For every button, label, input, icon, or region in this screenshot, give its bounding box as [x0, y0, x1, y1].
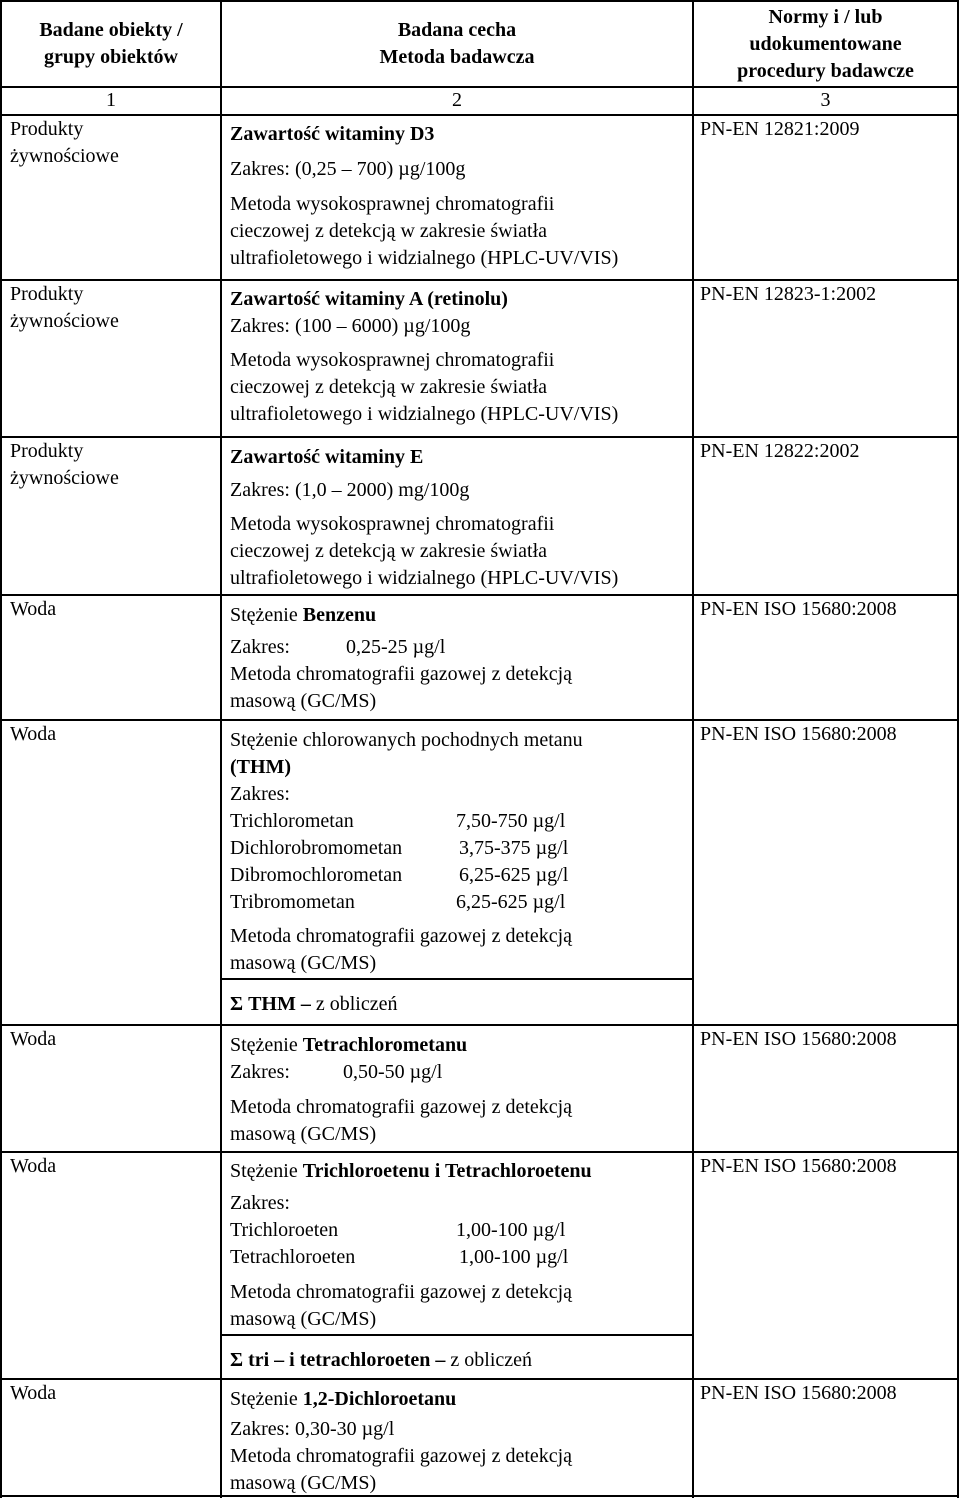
- method-line: Metoda chromatografii gazowej z detekcją: [230, 1096, 573, 1118]
- object-group: Woda: [10, 1028, 57, 1050]
- method-line: masową (GC/MS): [230, 1123, 377, 1145]
- concentration-label: Stężenie: [230, 1388, 298, 1410]
- concentration-label: Stężenie: [230, 1160, 298, 1182]
- object-group: Woda: [10, 598, 57, 620]
- column-divider-1: [220, 0, 222, 1498]
- sum-label: Σ tri – i tetrachloroeten –: [230, 1349, 446, 1371]
- feature-range: Zakres: (0,25 – 700) µg/100g: [230, 158, 466, 180]
- analyte-name: chlorowanych pochodnych metanu: [302, 729, 583, 751]
- norm-reference: PN-EN ISO 15680:2008: [700, 598, 897, 620]
- header-col2-line2: Metoda badawcza: [379, 46, 535, 68]
- object-group: Woda: [10, 723, 57, 745]
- method-line: ultrafioletowego i widzialnego (HPLC-UV/VIS): [230, 567, 619, 589]
- compound-range: 1,00-100 µg/l: [456, 1219, 566, 1241]
- header-col3-line2: udokumentowane: [749, 33, 902, 55]
- method-line: cieczowej z detekcją w zakresie światła: [230, 540, 548, 562]
- norm-reference: PN-EN ISO 15680:2008: [700, 723, 897, 745]
- concentration-label: Stężenie: [230, 1034, 298, 1056]
- method-line: masową (GC/MS): [230, 690, 377, 712]
- sum-calculation: [230, 1347, 532, 1374]
- feature-title: Zawartość witaminy A (retinolu): [230, 288, 508, 310]
- range-label: Zakres:: [230, 636, 290, 658]
- method-line: cieczowej z detekcją w zakresie światła: [230, 220, 548, 242]
- norm-reference: PN-EN ISO 15680:2008: [700, 1155, 897, 1177]
- analyte-name: Trichloroetenu i Tetrachloroetenu: [302, 1160, 592, 1182]
- header-col2-line1: Badana cecha: [397, 19, 517, 41]
- compound-name: Tetrachloroeten: [230, 1246, 356, 1268]
- analyte-name: 1,2-Dichloroetanu: [302, 1388, 457, 1410]
- range-label: Zakres:: [230, 1192, 290, 1214]
- feature-title: [230, 1032, 467, 1059]
- feature-title: [230, 1158, 592, 1185]
- analyte-name: Benzenu: [302, 604, 377, 626]
- object-group: Produkty: [10, 283, 84, 305]
- object-group: Produkty: [10, 440, 84, 462]
- method-line: Metoda chromatografii gazowej z detekcją: [230, 663, 573, 685]
- object-group: żywnościowe: [10, 145, 119, 167]
- method-line: masową (GC/MS): [230, 1308, 377, 1330]
- method-line: ultrafioletowego i widzialnego (HPLC-UV/VIS): [230, 247, 619, 269]
- object-group: żywnościowe: [10, 467, 119, 489]
- method-line: Metoda wysokosprawnej chromatografii: [230, 513, 555, 535]
- range-label: Zakres:: [230, 1061, 290, 1083]
- range-value: 0,50-50 µg/l: [343, 1061, 443, 1083]
- feature-range: Zakres: 0,30-30 µg/l: [230, 1418, 395, 1440]
- method-line: masową (GC/MS): [230, 952, 377, 974]
- method-line: masową (GC/MS): [230, 1472, 377, 1494]
- method-line: cieczowej z detekcją w zakresie światła: [230, 376, 548, 398]
- feature-title: Zawartość witaminy E: [230, 446, 424, 468]
- compound-name: Tribromometan: [230, 891, 355, 913]
- norm-reference: PN-EN ISO 15680:2008: [700, 1028, 897, 1050]
- header-col1-line2: grupy obiektów: [44, 46, 178, 68]
- compound-name: Dichlorobromometan: [230, 837, 403, 859]
- object-group: Woda: [10, 1382, 57, 1404]
- calculation-note: z obliczeń: [315, 993, 398, 1015]
- method-line: Metoda chromatografii gazowej z detekcją: [230, 1281, 573, 1303]
- object-group: żywnościowe: [10, 310, 119, 332]
- compound-name: Trichlorometan: [230, 810, 354, 832]
- range-value: 0,25-25 µg/l: [346, 636, 446, 658]
- compound-range: 6,25-625 µg/l: [459, 864, 569, 886]
- method-line: ultrafioletowego i widzialnego (HPLC-UV/VIS): [230, 403, 619, 425]
- header-col1-line1: Badane obiekty /: [39, 19, 183, 41]
- compound-range: 7,50-750 µg/l: [456, 810, 566, 832]
- method-line: Metoda chromatografii gazowej z detekcją: [230, 925, 573, 947]
- concentration-label: Stężenie: [230, 729, 298, 751]
- norm-reference: PN-EN 12821:2009: [700, 118, 860, 140]
- table-border-left: [0, 0, 2, 1498]
- column-number-3: 3: [820, 89, 831, 111]
- header-col3-line3: procedury badawcze: [737, 60, 914, 82]
- feature-title: [230, 1386, 456, 1413]
- feature-title: [230, 727, 583, 754]
- norm-reference: PN-EN ISO 15680:2008: [700, 1382, 897, 1404]
- norm-reference: PN-EN 12822:2002: [700, 440, 860, 462]
- analyte-abbrev: (THM): [230, 756, 292, 778]
- calculation-note: z obliczeń: [450, 1349, 533, 1371]
- compound-name: Trichloroeten: [230, 1219, 339, 1241]
- header-col3-line1: Normy i / lub: [768, 6, 883, 28]
- analyte-name: Tetrachlorometanu: [302, 1034, 468, 1056]
- compound-name: Dibromochlorometan: [230, 864, 403, 886]
- concentration-label: Stężenie: [230, 604, 298, 626]
- table-border-right: [957, 0, 959, 1498]
- compound-range: 1,00-100 µg/l: [459, 1246, 569, 1268]
- method-line: Metoda wysokosprawnej chromatografii: [230, 193, 555, 215]
- column-number-2: 2: [452, 89, 462, 111]
- norm-reference: PN-EN 12823-1:2002: [700, 283, 877, 305]
- compound-range: 6,25-625 µg/l: [456, 891, 566, 913]
- feature-title: [230, 602, 376, 629]
- range-label: Zakres:: [230, 783, 290, 805]
- feature-range: Zakres: (100 – 6000) µg/100g: [230, 315, 471, 337]
- sum-divider: [220, 978, 692, 980]
- feature-range: Zakres: (1,0 – 2000) mg/100g: [230, 479, 470, 501]
- object-group: Produkty: [10, 118, 84, 140]
- compound-range: 3,75-375 µg/l: [459, 837, 569, 859]
- sum-calculation: [230, 991, 397, 1018]
- column-number-1: 1: [106, 89, 116, 111]
- table-border-top: [0, 0, 959, 2]
- feature-title: Zawartość witaminy D3: [230, 123, 435, 145]
- table-border-bottom: [0, 1495, 959, 1497]
- method-line: Metoda wysokosprawnej chromatografii: [230, 349, 555, 371]
- column-divider-2: [692, 0, 694, 1498]
- method-line: Metoda chromatografii gazowej z detekcją: [230, 1445, 573, 1467]
- sum-label: Σ THM –: [230, 993, 311, 1015]
- sum-divider: [220, 1334, 692, 1336]
- object-group: Woda: [10, 1155, 57, 1177]
